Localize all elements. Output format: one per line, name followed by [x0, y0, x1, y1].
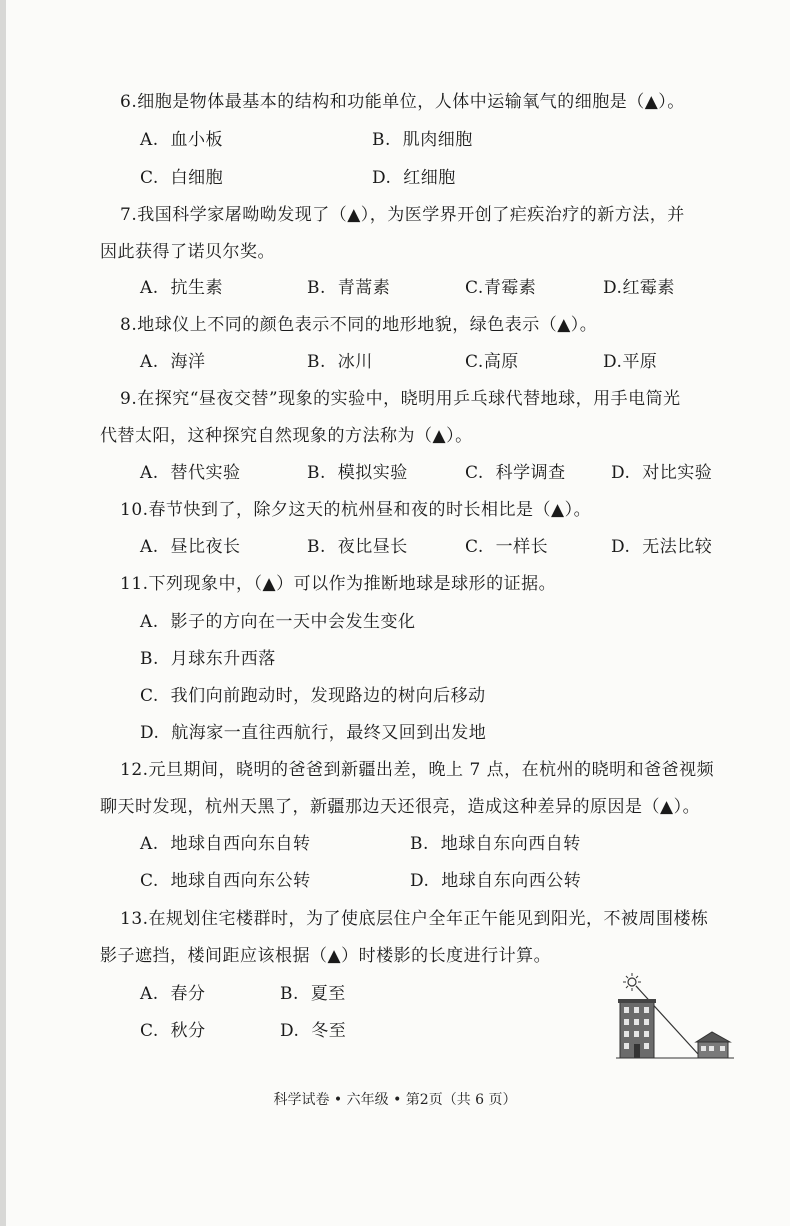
- question-7-stem-line1: 7.我国科学家屠呦呦发现了（▲），为医学界开创了疟疾治疗的新方法，并: [120, 205, 685, 225]
- question-9-stem-line2: 代替太阳，这种探究自然现象的方法称为（▲）。: [100, 426, 473, 446]
- question-9-option-c: C. 科学调查: [465, 463, 566, 483]
- question-8-option-c: C.高原: [465, 352, 519, 372]
- question-12-option-d: D. 地球自东向西公转: [410, 871, 582, 891]
- question-7-option-b: B. 青蒿素: [307, 278, 391, 298]
- question-7-option-a: A. 抗生素: [140, 278, 223, 298]
- question-13-option-a: A. 春分: [140, 984, 206, 1004]
- question-7-stem-line2: 因此获得了诺贝尔奖。: [100, 242, 275, 262]
- question-9-option-d: D. 对比实验: [611, 463, 713, 483]
- question-11-option-d: D. 航海家一直往西航行，最终又回到出发地: [140, 723, 487, 743]
- question-8-option-d: D.平原: [603, 352, 658, 372]
- question-11-option-a: A. 影子的方向在一天中会发生变化: [140, 612, 416, 632]
- question-13-stem-line2: 影子遮挡，楼间距应该根据（▲）时楼影的长度进行计算。: [100, 946, 552, 966]
- question-11-option-c: C. 我们向前跑动时，发现路边的树向后移动: [140, 686, 486, 706]
- tall-building-icon: [618, 999, 656, 1058]
- question-8-option-a: A. 海洋: [140, 352, 206, 372]
- question-10-option-a: A. 昼比夜长: [140, 537, 241, 557]
- question-9-option-a: A. 替代实验: [140, 463, 241, 483]
- question-10-stem: 10.春节快到了，除夕这天的杭州昼和夜的时长相比是（▲）。: [120, 500, 592, 520]
- question-6-option-c: C. 白细胞: [140, 168, 224, 188]
- question-12-option-a: A. 地球自西向东自转: [140, 834, 311, 854]
- question-10-option-b: B. 夜比昼长: [307, 537, 408, 557]
- question-6-option-a: A. 血小板: [140, 130, 223, 150]
- question-6-option-d: D. 红细胞: [372, 168, 456, 188]
- question-10-option-d: D. 无法比较: [611, 537, 713, 557]
- question-9-stem-line1: 9.在探究“昼夜交替”现象的实验中，晓明用乒乓球代替地球，用手电筒光: [120, 389, 681, 409]
- question-9-option-b: B. 模拟实验: [307, 463, 408, 483]
- question-6-option-b: B. 肌肉细胞: [372, 130, 473, 150]
- question-12-stem-line2: 聊天时发现，杭州天黑了，新疆那边天还很亮，造成这种差异的原因是（▲）。: [100, 797, 701, 817]
- question-7-option-c: C.青霉素: [465, 278, 537, 298]
- question-13-option-d: D. 冬至: [280, 1021, 347, 1041]
- question-7-option-d: D.红霉素: [603, 278, 675, 298]
- question-12-option-c: C. 地球自西向东公转: [140, 871, 311, 891]
- question-8-stem: 8.地球仪上不同的颜色表示不同的地形地貌，绿色表示（▲）。: [120, 315, 598, 335]
- question-13-stem-line1: 13.在规划住宅楼群时，为了使底层住户全年正午能见到阳光，不被周围楼栋: [120, 909, 709, 929]
- question-8-option-b: B. 冰川: [307, 352, 373, 372]
- question-13-option-b: B. 夏至: [280, 984, 346, 1004]
- question-12-stem-line1: 12.元旦期间，晓明的爸爸到新疆出差，晚上 7 点，在杭州的晓明和爸爸视频: [120, 760, 715, 780]
- question-13-option-c: C. 秋分: [140, 1021, 206, 1041]
- page-footer: 科学试卷 • 六年级 • 第2页（共 6 页）: [273, 1092, 517, 1108]
- small-house-icon: [696, 1032, 730, 1058]
- question-11-stem: 11.下列现象中，（▲）可以作为推断地球是球形的证据。: [120, 574, 557, 594]
- question-12-option-b: B. 地球自东向西自转: [410, 834, 581, 854]
- question-6-stem: 6.细胞是物体最基本的结构和功能单位，人体中运输氧气的细胞是（▲）。: [120, 92, 685, 112]
- scan-edge-left: [0, 0, 6, 1226]
- question-10-option-c: C. 一样长: [465, 537, 549, 557]
- question-11-option-b: B. 月球东升西落: [140, 649, 276, 669]
- building-shadow-illustration: [612, 972, 736, 1062]
